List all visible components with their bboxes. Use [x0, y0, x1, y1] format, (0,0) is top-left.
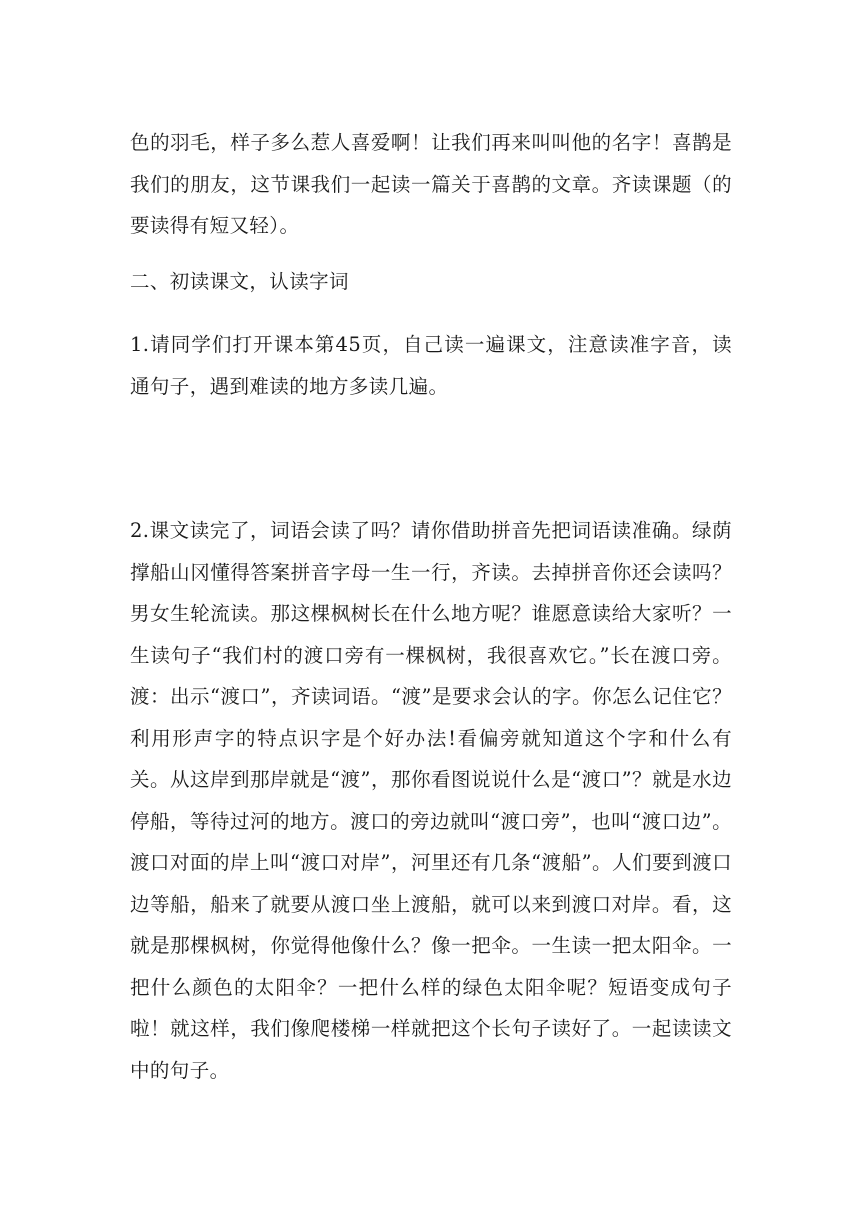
paragraph-step-1: 1.请同学们打开课本第45页，自己读一遍课文，注意读准字音，读通句子，遇到难读的地方多读几遍。: [130, 333, 732, 398]
paragraph-intro: 色的羽毛，样子多么惹人喜爱啊！让我们再来叫叫他的名字！喜鹊是我们的朋友，这节课我们一起读一篇关于喜鹊的文章。齐读课题（的要读得有短又轻）。: [130, 131, 732, 237]
paragraph-step-2: 2.课文读完了，词语会读了吗？请你借助拼音先把词语读准确。绿荫撑船山冈懂得答案拼音字母一生一行，齐读。去掉拼音你还会读吗？男女生轮流读。那这棵枫树长在什么地方呢？谁愿意读给大家听？一生读句子“我们村的渡口旁有一棵枫树，我很喜欢它。”长在渡口旁。渡：出示“渡口”，齐读词语。“渡”是要求会认的字。你怎么记住它？利用形声字的特点识字是个好办法!看偏旁就知道这个字和什么有关。从这岸到那岸就是“渡”，那你看图说说什么是“渡口”？就是水边停船，等待过河的地方。渡口的旁边就叫“渡口旁”，也叫“渡口边”。渡口对面的岸上叫“渡口对岸”，河里还有几条“渡船”。人们要到渡口边等船，船来了就要从渡口坐上渡船，就可以来到渡口对岸。看，这就是那棵枫树，你觉得他像什么？像一把伞。一生读一把太阳伞。一把什么颜色的太阳伞？一把什么样的绿色太阳伞呢？短语变成句子啦！就这样，我们像爬楼梯一样就把这个长句子读好了。一起读读文中的句子。: [130, 519, 732, 1082]
section-heading: 二、初读课文，认读字词: [130, 270, 349, 293]
